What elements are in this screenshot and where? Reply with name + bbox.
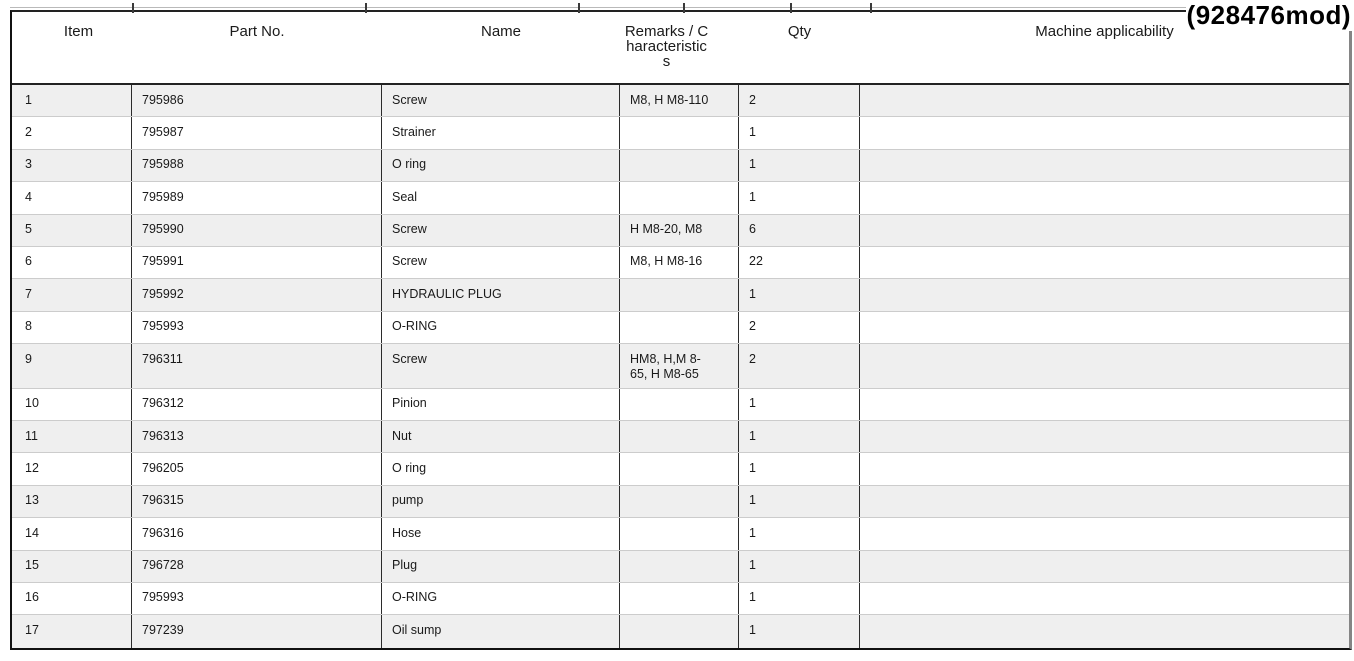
table-row <box>12 486 1349 518</box>
cell-item: 9 <box>12 344 132 388</box>
cell-part-no: 795992 <box>132 279 382 310</box>
cell-remarks <box>620 421 739 452</box>
cell-name: Screw <box>382 344 620 388</box>
table-row <box>12 182 1349 214</box>
column-header-label: Machine applicability <box>1035 23 1174 40</box>
cell-part-no: 796205 <box>132 453 382 484</box>
column-header-name <box>382 12 620 83</box>
cell-name: Strainer <box>382 117 620 148</box>
cell-part-no: 795988 <box>132 150 382 181</box>
cell-machine-applicability <box>860 453 1349 484</box>
top-faint-rule <box>10 7 1347 8</box>
column-header-label: Item <box>63 23 94 40</box>
parts-table <box>10 10 1352 650</box>
cell-item: 8 <box>12 312 132 343</box>
table-row <box>12 389 1349 421</box>
cell-qty: 1 <box>739 486 860 517</box>
cell-qty: 2 <box>739 312 860 343</box>
cell-machine-applicability <box>860 486 1349 517</box>
cell-qty: 1 <box>739 182 860 213</box>
cell-part-no: 795993 <box>132 583 382 614</box>
top-tick <box>683 3 685 13</box>
cell-machine-applicability <box>860 85 1349 116</box>
cell-item: 16 <box>12 583 132 614</box>
table-body <box>12 85 1349 648</box>
cell-qty: 1 <box>739 551 860 582</box>
cell-remarks: HM8, H,M 8-65, H M8-65 <box>620 344 739 388</box>
table-row <box>12 247 1349 279</box>
cell-item: 5 <box>12 215 132 246</box>
cell-qty: 1 <box>739 421 860 452</box>
cell-qty: 1 <box>739 453 860 484</box>
column-header-part-no <box>132 12 382 83</box>
cell-machine-applicability <box>860 583 1349 614</box>
cell-qty: 22 <box>739 247 860 278</box>
cell-qty: 1 <box>739 583 860 614</box>
cell-item: 12 <box>12 453 132 484</box>
cell-machine-applicability <box>860 615 1349 647</box>
table-header-row <box>12 12 1349 85</box>
cell-item: 13 <box>12 486 132 517</box>
cell-remarks <box>620 551 739 582</box>
cell-item: 17 <box>12 615 132 647</box>
column-header-label: Qty <box>787 23 812 40</box>
top-tick <box>870 3 872 13</box>
cell-qty: 1 <box>739 615 860 647</box>
cell-item: 1 <box>12 85 132 116</box>
cell-qty: 1 <box>739 518 860 549</box>
cell-machine-applicability <box>860 312 1349 343</box>
cell-remarks <box>620 615 739 647</box>
cell-part-no: 797239 <box>132 615 382 647</box>
cell-machine-applicability <box>860 247 1349 278</box>
cell-name: Screw <box>382 85 620 116</box>
cell-machine-applicability <box>860 551 1349 582</box>
cell-item: 14 <box>12 518 132 549</box>
cell-item: 11 <box>12 421 132 452</box>
table-row <box>12 453 1349 485</box>
cell-machine-applicability <box>860 117 1349 148</box>
table-row <box>12 85 1349 117</box>
cell-item: 3 <box>12 150 132 181</box>
column-header-qty <box>739 12 860 83</box>
cell-remarks <box>620 312 739 343</box>
cell-machine-applicability <box>860 215 1349 246</box>
top-tick <box>365 3 367 13</box>
cell-qty: 1 <box>739 389 860 420</box>
cell-name: O ring <box>382 150 620 181</box>
cell-qty: 1 <box>739 279 860 310</box>
top-tick <box>578 3 580 13</box>
cell-name: HYDRAULIC PLUG <box>382 279 620 310</box>
cell-part-no: 795987 <box>132 117 382 148</box>
cell-part-no: 796728 <box>132 551 382 582</box>
cell-name: Plug <box>382 551 620 582</box>
column-header-remarks <box>620 12 739 83</box>
cell-part-no: 796316 <box>132 518 382 549</box>
cell-part-no: 795993 <box>132 312 382 343</box>
column-header-label: Part No. <box>229 23 285 40</box>
cell-name: Oil sump <box>382 615 620 647</box>
cell-name: O ring <box>382 453 620 484</box>
cell-name: Nut <box>382 421 620 452</box>
cell-machine-applicability <box>860 389 1349 420</box>
table-row <box>12 117 1349 149</box>
table-row <box>12 421 1349 453</box>
table-row <box>12 551 1349 583</box>
cell-name: Seal <box>382 182 620 213</box>
top-tick <box>790 3 792 13</box>
cell-machine-applicability <box>860 182 1349 213</box>
cell-remarks <box>620 389 739 420</box>
cell-machine-applicability <box>860 150 1349 181</box>
cell-part-no: 796312 <box>132 389 382 420</box>
table-row <box>12 615 1349 647</box>
table-row <box>12 279 1349 311</box>
column-header-label: Remarks / Characteristics <box>624 23 709 70</box>
table-row <box>12 583 1349 615</box>
table-row <box>12 518 1349 550</box>
cell-remarks: M8, H M8-16 <box>620 247 739 278</box>
cell-remarks <box>620 182 739 213</box>
table-row <box>12 312 1349 344</box>
cell-remarks <box>620 279 739 310</box>
cell-name: Screw <box>382 215 620 246</box>
column-header-label: Name <box>480 23 521 40</box>
cell-part-no: 795986 <box>132 85 382 116</box>
cell-machine-applicability <box>860 421 1349 452</box>
cell-part-no: 796313 <box>132 421 382 452</box>
cell-name: O-RING <box>382 312 620 343</box>
cell-item: 4 <box>12 182 132 213</box>
table-row <box>12 344 1349 389</box>
cell-remarks <box>620 486 739 517</box>
cell-name: Pinion <box>382 389 620 420</box>
cell-name: Hose <box>382 518 620 549</box>
cell-part-no: 795990 <box>132 215 382 246</box>
cell-remarks: M8, H M8-110 <box>620 85 739 116</box>
cell-remarks <box>620 117 739 148</box>
column-header-item <box>12 12 132 83</box>
cell-item: 6 <box>12 247 132 278</box>
cell-name: O-RING <box>382 583 620 614</box>
cell-part-no: 796315 <box>132 486 382 517</box>
cell-item: 15 <box>12 551 132 582</box>
table-row <box>12 150 1349 182</box>
cell-item: 7 <box>12 279 132 310</box>
cell-machine-applicability <box>860 279 1349 310</box>
cell-machine-applicability <box>860 518 1349 549</box>
cell-remarks <box>620 518 739 549</box>
cell-remarks: H M8-20, M8 <box>620 215 739 246</box>
cell-name: pump <box>382 486 620 517</box>
cell-part-no: 795989 <box>132 182 382 213</box>
cell-qty: 2 <box>739 85 860 116</box>
cell-remarks <box>620 150 739 181</box>
document-reference-code: (928476mod) <box>1186 0 1351 30</box>
cell-machine-applicability <box>860 344 1349 388</box>
cell-name: Screw <box>382 247 620 278</box>
cell-remarks <box>620 583 739 614</box>
top-tick <box>132 3 134 13</box>
table-row <box>12 215 1349 247</box>
cell-part-no: 795991 <box>132 247 382 278</box>
cell-qty: 6 <box>739 215 860 246</box>
cell-qty: 1 <box>739 117 860 148</box>
cell-item: 10 <box>12 389 132 420</box>
cell-qty: 1 <box>739 150 860 181</box>
cell-item: 2 <box>12 117 132 148</box>
cell-remarks <box>620 453 739 484</box>
cell-qty: 2 <box>739 344 860 388</box>
cell-part-no: 796311 <box>132 344 382 388</box>
